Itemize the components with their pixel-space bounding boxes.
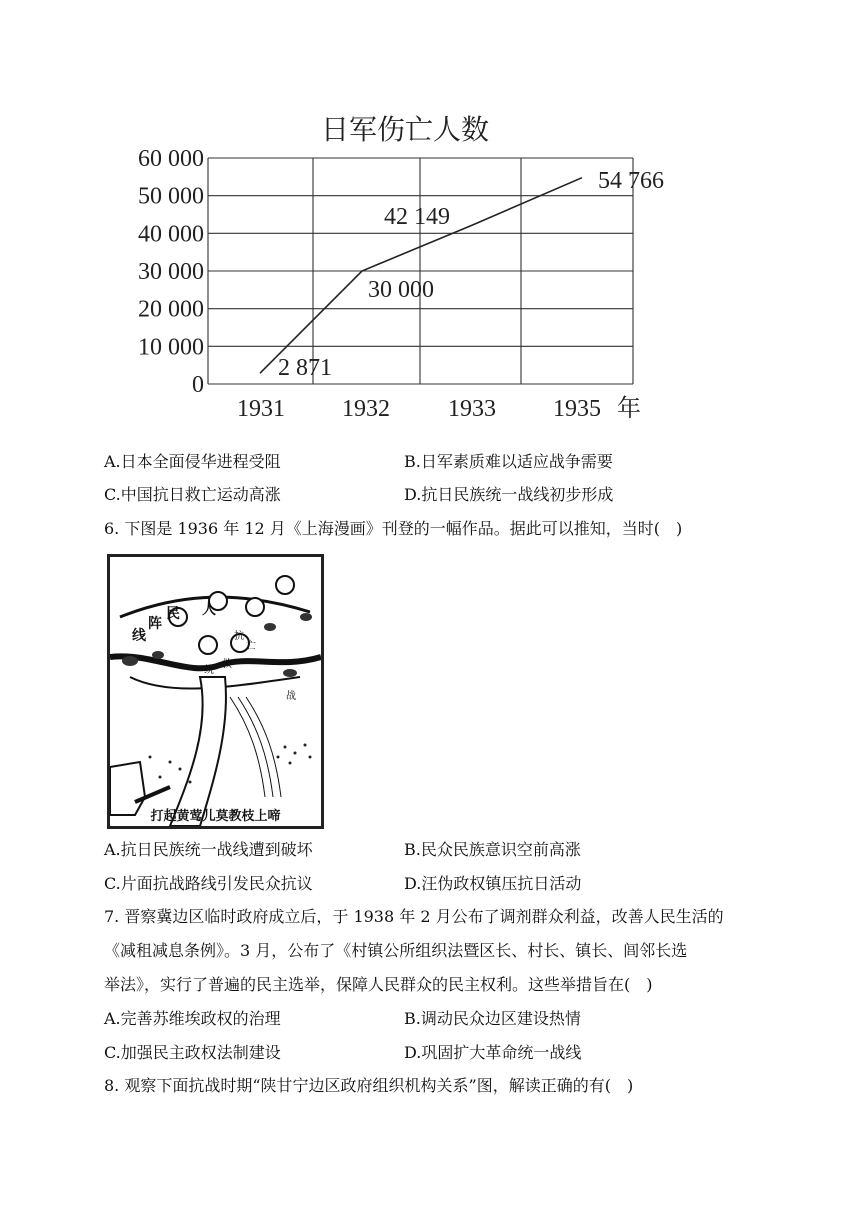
casualty-line-chart [100, 100, 700, 430]
cartoon-char-kang: 抗 [234, 631, 244, 642]
q6-stem: 6. 下图是 1936 年 12 月《上海漫画》刊登的一幅作品。据此可以推知，当时( ) [104, 519, 683, 538]
cartoon-char-zhan: 战 [286, 691, 296, 702]
y-tick-labels [138, 146, 204, 398]
q7-stem-line-3: 举法》，实行了普遍的民主选举，保障人民群众的民主权利。这些举措旨在( ) [104, 975, 653, 994]
q7-option-c: C.加强民主政权法制建设 [104, 1043, 281, 1062]
x-tick-labels [237, 396, 601, 422]
q5-option-c: C.中国抗日救亡运动高涨 [104, 485, 281, 504]
y-tick-label: 10 000 [138, 334, 204, 361]
y-tick-label: 30 000 [138, 259, 204, 285]
data-label: 30 000 [368, 277, 434, 303]
q7-stem-line-1: 7. 晋察冀边区临时政府成立后，于 1938 年 2 月公布了调剂群众利益，改善人民生活的 [104, 907, 724, 926]
q5-option-a: A.日本全面侵华进程受阻 [104, 452, 281, 471]
q8-stem: 8. 观察下面抗战时期“陕甘宁边区政府组织机构关系”图，解读正确的有( ) [104, 1076, 634, 1095]
q6-option-a: A.抗日民族统一战线遭到破坏 [104, 840, 313, 859]
q6-option-b: B.民众民族意识空前高涨 [404, 840, 581, 859]
data-labels [278, 168, 664, 381]
chart-title: 日军伤亡人数 [320, 115, 490, 146]
x-tick-label: 1933 [448, 396, 496, 422]
data-label: 42 149 [384, 204, 450, 230]
y-tick-label: 40 000 [138, 221, 204, 248]
cartoon-image [107, 554, 324, 829]
data-label: 54 766 [598, 168, 664, 194]
x-tick-label: 1932 [342, 396, 390, 422]
q7-option-d: D.巩固扩大革命统一战线 [404, 1043, 582, 1062]
q5-option-b: B.日军素质难以适应战争需要 [404, 452, 613, 471]
q7-stem-line-2: 《减租减息条例》。3 月，公布了《村镇公所组织法暨区长、村长、镇长、闾邻长选 [104, 941, 688, 960]
cartoon-char-min: 民 [166, 606, 180, 622]
q6-option-c: C.片面抗战路线引发民众抗议 [104, 874, 313, 893]
q7-option-b: B.调动民众边区建设热情 [404, 1009, 581, 1028]
cartoon-char-jiu: 救 [222, 659, 232, 670]
q5-option-d: D.抗日民族统一战线初步形成 [404, 485, 614, 504]
x-tick-label: 1931 [237, 396, 285, 422]
y-tick-label: 0 [192, 372, 204, 398]
cartoon-char-tong: 统 [204, 665, 214, 676]
cartoon-caption: 打起黄莺儿莫教枝上啼 [150, 809, 281, 824]
y-tick-label: 60 000 [138, 146, 204, 172]
cartoon-char-wang: 亡 [246, 641, 256, 652]
cartoon-char-xian: 线 [132, 628, 146, 644]
cartoon-char-yi: 一 [214, 673, 224, 684]
x-tick-label: 1935 [553, 396, 601, 422]
cartoon-char-ren: 人 [202, 602, 216, 618]
data-label: 2 871 [278, 355, 332, 381]
x-axis-unit: 年 [617, 396, 641, 422]
y-tick-label: 20 000 [138, 296, 204, 323]
q7-option-a: A.完善苏维埃政权的治理 [104, 1009, 281, 1028]
cartoon-char-zhen: 阵 [148, 616, 162, 632]
q6-option-d: D.汪伪政权镇压抗日活动 [404, 874, 582, 893]
y-tick-label: 50 000 [138, 183, 204, 210]
chart-grid [208, 158, 633, 384]
